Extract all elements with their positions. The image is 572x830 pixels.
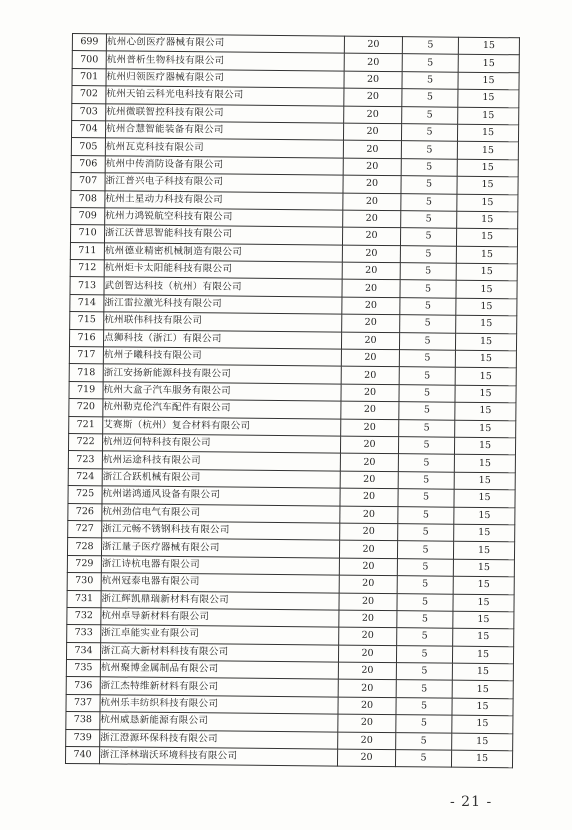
value-b-cell: 5: [400, 315, 456, 333]
value-c-cell: 15: [457, 124, 518, 142]
value-a-cell: 20: [338, 714, 396, 732]
value-c-cell: 15: [455, 368, 516, 386]
value-c-cell: 15: [452, 663, 513, 681]
value-a-cell: 20: [344, 106, 402, 124]
value-a-cell: 20: [339, 558, 397, 576]
value-c-cell: 15: [454, 437, 515, 455]
value-c-cell: 15: [456, 246, 517, 264]
value-b-cell: 5: [396, 715, 452, 733]
row-number-cell: 716: [69, 329, 103, 347]
company-name-cell: 浙江安扬新能源科技有限公司: [103, 364, 341, 384]
row-number-cell: 702: [72, 86, 106, 104]
value-c-cell: 15: [455, 402, 516, 420]
value-a-cell: 20: [339, 540, 397, 558]
value-b-cell: 5: [397, 611, 453, 629]
value-a-cell: 20: [338, 662, 396, 680]
value-b-cell: 5: [400, 298, 456, 316]
value-c-cell: 15: [453, 559, 514, 577]
company-name-cell: 浙江雷拉激光科技有限公司: [104, 295, 342, 315]
value-a-cell: 20: [339, 593, 397, 611]
value-c-cell: 15: [452, 715, 513, 733]
value-a-cell: 20: [342, 227, 400, 245]
value-a-cell: 20: [340, 506, 398, 524]
company-name-cell: 浙江杰特维新材料有限公司: [100, 677, 338, 697]
company-name-cell: 杭州诺鸿通风设备有限公司: [102, 486, 340, 506]
value-a-cell: 20: [338, 680, 396, 698]
row-number-cell: 733: [67, 625, 101, 643]
value-a-cell: 20: [343, 123, 401, 141]
company-name-cell: 杭州勒克伦汽车配件有限公司: [103, 399, 341, 419]
company-name-cell: 浙江合跃机械有限公司: [102, 469, 340, 489]
row-number-cell: 709: [71, 207, 105, 225]
row-number-cell: 722: [68, 433, 102, 451]
value-a-cell: 20: [343, 193, 401, 211]
row-number-cell: 728: [67, 538, 101, 556]
row-number-cell: 736: [66, 677, 100, 695]
row-number-cell: 706: [71, 155, 105, 173]
row-number-cell: 724: [68, 468, 102, 486]
row-number-cell: 725: [68, 486, 102, 504]
value-a-cell: 20: [341, 384, 399, 402]
value-c-cell: 15: [458, 72, 519, 90]
value-c-cell: 15: [457, 194, 518, 212]
company-name-cell: 杭州瓦克科技有限公司: [105, 138, 343, 158]
value-c-cell: 15: [457, 142, 518, 160]
company-name-cell: 浙江元畅不锈钢科技有限公司: [102, 521, 340, 541]
page-number: - 21 -: [450, 794, 493, 810]
company-name-cell: 杭州迈何特科技有限公司: [102, 434, 340, 454]
value-a-cell: 20: [340, 453, 398, 471]
value-a-cell: 20: [338, 697, 396, 715]
value-b-cell: 5: [398, 506, 454, 524]
value-b-cell: 5: [401, 158, 457, 176]
row-number-cell: 721: [69, 416, 103, 434]
value-c-cell: 15: [452, 681, 513, 699]
value-a-cell: 20: [339, 610, 397, 628]
value-a-cell: 20: [341, 332, 399, 350]
value-a-cell: 20: [343, 210, 401, 228]
value-a-cell: 20: [337, 749, 395, 767]
row-number-cell: 701: [72, 68, 106, 86]
value-a-cell: 20: [344, 71, 402, 89]
value-a-cell: 20: [339, 575, 397, 593]
value-c-cell: 15: [456, 315, 517, 333]
value-c-cell: 15: [453, 611, 514, 629]
row-number-cell: 720: [69, 399, 103, 417]
value-a-cell: 20: [342, 280, 400, 298]
value-b-cell: 5: [402, 106, 458, 124]
company-name-cell: 杭州运途科技有限公司: [102, 451, 340, 471]
value-b-cell: 5: [398, 524, 454, 542]
value-b-cell: 5: [401, 211, 457, 229]
company-name-cell: 杭州天铂云科光电科技有限公司: [106, 86, 344, 106]
value-c-cell: 15: [452, 698, 513, 716]
company-name-cell: 艾赛斯（杭州）复合材料有限公司: [103, 416, 341, 436]
company-name-cell: 浙江卓能实业有限公司: [101, 625, 339, 645]
row-number-cell: 713: [70, 277, 104, 295]
company-name-cell: 杭州冠泰电器有限公司: [101, 573, 339, 593]
value-c-cell: 15: [454, 489, 515, 507]
value-a-cell: 20: [343, 158, 401, 176]
value-b-cell: 5: [400, 245, 456, 263]
value-c-cell: 15: [452, 646, 513, 664]
row-number-cell: 704: [71, 120, 105, 138]
company-name-cell: 浙江澄源环保科技有限公司: [100, 729, 338, 749]
value-a-cell: 20: [341, 349, 399, 367]
company-name-cell: 武创智达科技（杭州）有限公司: [104, 277, 342, 297]
value-b-cell: 5: [398, 437, 454, 455]
company-name-cell: 杭州炬卡太阳能科技有限公司: [104, 260, 342, 280]
company-name-cell: 杭州微联智控科技有限公司: [106, 103, 344, 123]
value-a-cell: 20: [341, 419, 399, 437]
value-b-cell: 5: [400, 280, 456, 298]
value-c-cell: 15: [456, 281, 517, 299]
value-a-cell: 20: [340, 488, 398, 506]
company-name-cell: 杭州归领医疗器械有限公司: [106, 69, 344, 89]
row-number-cell: 734: [66, 642, 100, 660]
value-c-cell: 15: [454, 524, 515, 542]
value-a-cell: 20: [340, 523, 398, 541]
value-b-cell: 5: [399, 350, 455, 368]
value-b-cell: 5: [399, 419, 455, 437]
value-c-cell: 15: [456, 263, 517, 281]
row-number-cell: 712: [70, 260, 104, 278]
value-c-cell: 15: [458, 89, 519, 107]
value-b-cell: 5: [397, 593, 453, 611]
value-b-cell: 5: [401, 124, 457, 142]
value-a-cell: 20: [341, 367, 399, 385]
value-a-cell: 20: [344, 36, 402, 54]
row-number-cell: 730: [67, 573, 101, 591]
value-c-cell: 15: [454, 455, 515, 473]
company-name-cell: 浙江量子医疗器械有限公司: [101, 538, 339, 558]
company-table-body: [65, 34, 519, 769]
row-number-cell: 705: [71, 138, 105, 156]
value-b-cell: 5: [398, 471, 454, 489]
value-c-cell: 15: [458, 37, 519, 55]
value-a-cell: 20: [344, 54, 402, 72]
company-name-cell: 杭州合慧智能装备有限公司: [105, 121, 343, 141]
company-name-cell: 杭州力鸿锐航空科技有限公司: [105, 208, 343, 228]
value-b-cell: 5: [396, 645, 452, 663]
row-number-cell: 707: [71, 173, 105, 191]
row-number-cell: 737: [66, 694, 100, 712]
row-number-cell: 738: [66, 712, 100, 730]
value-b-cell: 5: [397, 541, 453, 559]
value-c-cell: 15: [456, 298, 517, 316]
row-number-cell: 723: [68, 451, 102, 469]
value-b-cell: 5: [402, 37, 458, 55]
company-name-cell: 杭州子曦科技有限公司: [103, 347, 341, 367]
value-b-cell: 5: [400, 228, 456, 246]
row-number-cell: 714: [70, 294, 104, 312]
value-c-cell: 15: [451, 750, 512, 768]
value-b-cell: 5: [395, 750, 451, 768]
row-number-cell: 727: [68, 520, 102, 538]
row-number-cell: 711: [70, 242, 104, 260]
value-a-cell: 20: [339, 627, 397, 645]
company-name-cell: 杭州中传消防设备有限公司: [105, 156, 343, 176]
company-name-cell: 点狮科技（浙江）有限公司: [103, 329, 341, 349]
value-b-cell: 5: [397, 576, 453, 594]
value-b-cell: 5: [401, 176, 457, 194]
value-b-cell: 5: [396, 697, 452, 715]
company-name-cell: 杭州普析生物科技有限公司: [106, 51, 344, 71]
company-name-cell: 浙江诗杭电器有限公司: [101, 556, 339, 576]
company-table: [65, 33, 520, 769]
value-c-cell: 15: [454, 472, 515, 490]
value-c-cell: 15: [458, 107, 519, 125]
value-b-cell: 5: [398, 454, 454, 472]
value-c-cell: 15: [452, 733, 513, 751]
company-name-cell: 杭州大盒子汽车服务有限公司: [103, 382, 341, 402]
table-row: [65, 746, 512, 768]
value-c-cell: 15: [455, 333, 516, 351]
value-a-cell: 20: [340, 471, 398, 489]
row-number-cell: 719: [69, 381, 103, 399]
company-name-cell: 浙江泽林瑞沃环境科技有限公司: [99, 747, 337, 767]
value-a-cell: 20: [344, 88, 402, 106]
row-number-cell: 703: [72, 103, 106, 121]
company-name-cell: 浙江普兴电子科技有限公司: [105, 173, 343, 193]
value-c-cell: 15: [458, 55, 519, 73]
value-c-cell: 15: [454, 507, 515, 525]
company-name-cell: 杭州卓导新材料有限公司: [101, 608, 339, 628]
company-name-cell: 杭州聚博金属制品有限公司: [100, 660, 338, 680]
value-b-cell: 5: [396, 732, 452, 750]
value-c-cell: 15: [453, 628, 514, 646]
value-c-cell: 15: [453, 594, 514, 612]
row-number-cell: 732: [67, 607, 101, 625]
row-number-cell: 717: [69, 347, 103, 365]
value-a-cell: 20: [343, 175, 401, 193]
value-b-cell: 5: [396, 663, 452, 681]
company-name-cell: 杭州德业精密机械制造有限公司: [104, 243, 342, 263]
value-b-cell: 5: [402, 89, 458, 107]
value-c-cell: 15: [455, 420, 516, 438]
value-b-cell: 5: [399, 332, 455, 350]
value-c-cell: 15: [457, 159, 518, 177]
company-name-cell: 浙江沃普思智能科技有限公司: [104, 225, 342, 245]
value-a-cell: 20: [338, 645, 396, 663]
row-number-cell: 735: [66, 660, 100, 678]
row-number-cell: 729: [67, 555, 101, 573]
value-a-cell: 20: [342, 314, 400, 332]
value-b-cell: 5: [397, 628, 453, 646]
row-number-cell: 699: [72, 34, 106, 52]
row-number-cell: 740: [65, 746, 99, 764]
value-a-cell: 20: [343, 140, 401, 158]
company-name-cell: 杭州威恳新能源有限公司: [100, 712, 338, 732]
value-b-cell: 5: [401, 141, 457, 159]
company-name-cell: 杭州劲信电气有限公司: [102, 503, 340, 523]
value-a-cell: 20: [342, 245, 400, 263]
value-c-cell: 15: [455, 385, 516, 403]
value-b-cell: 5: [401, 193, 457, 211]
value-c-cell: 15: [455, 350, 516, 368]
company-name-cell: 杭州心创医疗器械有限公司: [106, 34, 344, 54]
row-number-cell: 700: [72, 51, 106, 69]
row-number-cell: 715: [70, 312, 104, 330]
value-b-cell: 5: [399, 367, 455, 385]
row-number-cell: 739: [66, 729, 100, 747]
value-a-cell: 20: [342, 297, 400, 315]
value-c-cell: 15: [456, 228, 517, 246]
value-b-cell: 5: [399, 402, 455, 420]
value-b-cell: 5: [400, 263, 456, 281]
value-a-cell: 20: [342, 262, 400, 280]
value-c-cell: 15: [453, 576, 514, 594]
company-name-cell: 浙江辉凯鼎瑞新材料有限公司: [101, 590, 339, 610]
value-c-cell: 15: [457, 211, 518, 229]
company-name-cell: 杭州乐丰纺织科技有限公司: [100, 695, 338, 715]
value-b-cell: 5: [402, 54, 458, 72]
value-b-cell: 5: [397, 558, 453, 576]
company-name-cell: 杭州联伟科技有限公司: [104, 312, 342, 332]
value-a-cell: 20: [340, 436, 398, 454]
company-name-cell: 浙江高大新材料科技有限公司: [100, 642, 338, 662]
row-number-cell: 718: [69, 364, 103, 382]
value-b-cell: 5: [396, 680, 452, 698]
value-a-cell: 20: [338, 732, 396, 750]
value-c-cell: 15: [453, 542, 514, 560]
value-b-cell: 5: [399, 384, 455, 402]
value-b-cell: 5: [402, 71, 458, 89]
row-number-cell: 731: [67, 590, 101, 608]
row-number-cell: 726: [68, 503, 102, 521]
company-name-cell: 杭州土星动力科技有限公司: [105, 190, 343, 210]
value-a-cell: 20: [341, 401, 399, 419]
row-number-cell: 710: [70, 225, 104, 243]
value-c-cell: 15: [457, 176, 518, 194]
row-number-cell: 708: [71, 190, 105, 208]
value-b-cell: 5: [398, 489, 454, 507]
